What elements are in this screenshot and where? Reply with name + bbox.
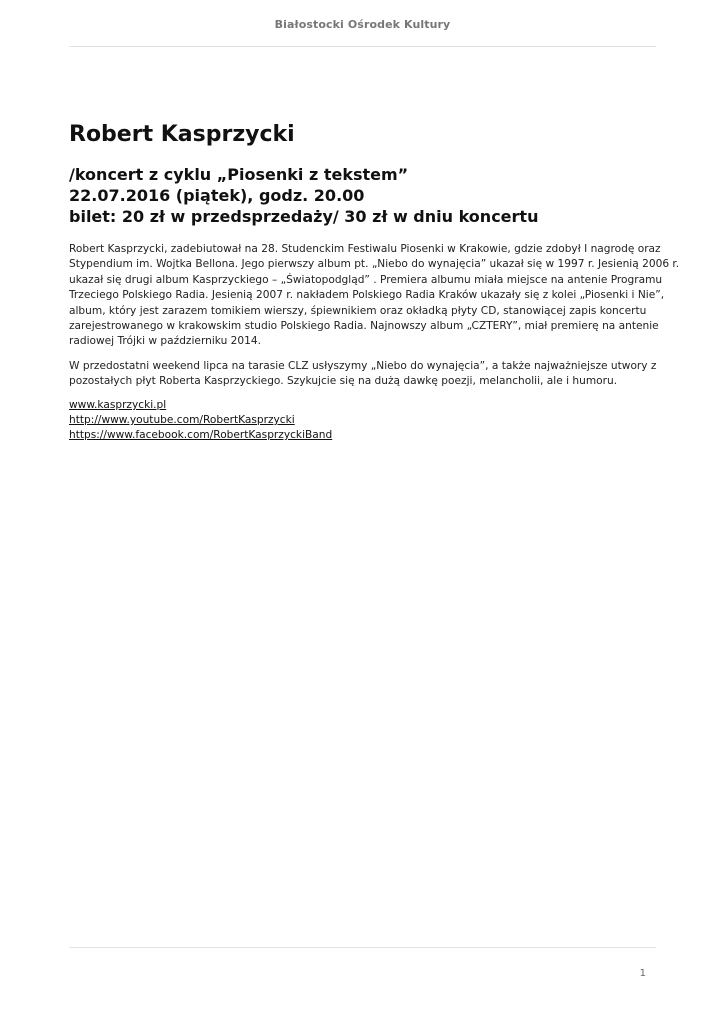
event-details	[69, 164, 669, 227]
paragraph-line: W przedostatni weekend lipca na tarasie CLZ usłyszymy „Niebo do wynajęcia”, a także najważniejsze utwory z	[69, 359, 657, 372]
event-series-line: /koncert z cyklu „Piosenki z tekstem”	[69, 165, 409, 184]
event-description-paragraph	[69, 359, 659, 390]
paragraph-line: pozostałych płyt Roberta Kasprzyckiego. Szykujcie się na dużą dawkę poezji, melancholii, ale i humoru.	[69, 375, 618, 388]
paragraph-line: ukazał się drugi album Kasprzyckiego – „Światopodgląd” . Premiera albumu miała miejsce na antenie Programu	[69, 273, 663, 286]
page-number: 1	[639, 968, 646, 979]
event-date-line: 22.07.2016 (piątek), godz. 20.00	[69, 186, 365, 205]
paragraph-line: Trzeciego Polskiego Radia. Jesienią 2007 r. nakładem Polskiego Radia Kraków ukazały się z kolei „Piosenki i Nie”,	[69, 289, 665, 302]
facebook-link[interactable]: https://www.facebook.com/RobertKasprzyckiBand	[69, 429, 333, 441]
article-body	[69, 242, 680, 399]
site-header-title: Białostocki Ośrodek Kultury	[274, 18, 451, 31]
paragraph-line: album, który jest zarazem tomikiem wierszy, śpiewnikiem oraz okładką płyty CD, stanowiącej zapis koncertu	[69, 304, 647, 317]
artist-links	[69, 398, 332, 443]
youtube-link[interactable]: http://www.youtube.com/RobertKasprzycki	[69, 414, 295, 426]
paragraph-line: Robert Kasprzycki, zadebiutował na 28. Studenckim Festiwalu Piosenki w Krakowie, gdzie zdobył I nagrodę oraz	[69, 243, 661, 255]
footer-divider	[69, 947, 656, 948]
header-divider	[69, 46, 656, 47]
ticket-price-line: bilet: 20 zł w przedsprzedaży/ 30 zł w dniu koncertu	[69, 207, 539, 226]
paragraph-line: radiowej Trójki w październiku 2014.	[69, 335, 261, 348]
biography-paragraph	[69, 242, 680, 350]
website-link[interactable]: www.kasprzycki.pl	[69, 399, 167, 411]
paragraph-line: zarejestrowanego w krakowskim studio Polskiego Radia. Najnowszy album „CZTERY”, miał premierę na antenie	[69, 320, 659, 333]
paragraph-line: Stypendium im. Wojtka Bellona. Jego pierwszy album pt. „Niebo do wynajęcia” ukazał się w 1997 r. Jesienią 2006 r.	[69, 258, 680, 271]
article-title: Robert Kasprzycki	[69, 122, 295, 147]
